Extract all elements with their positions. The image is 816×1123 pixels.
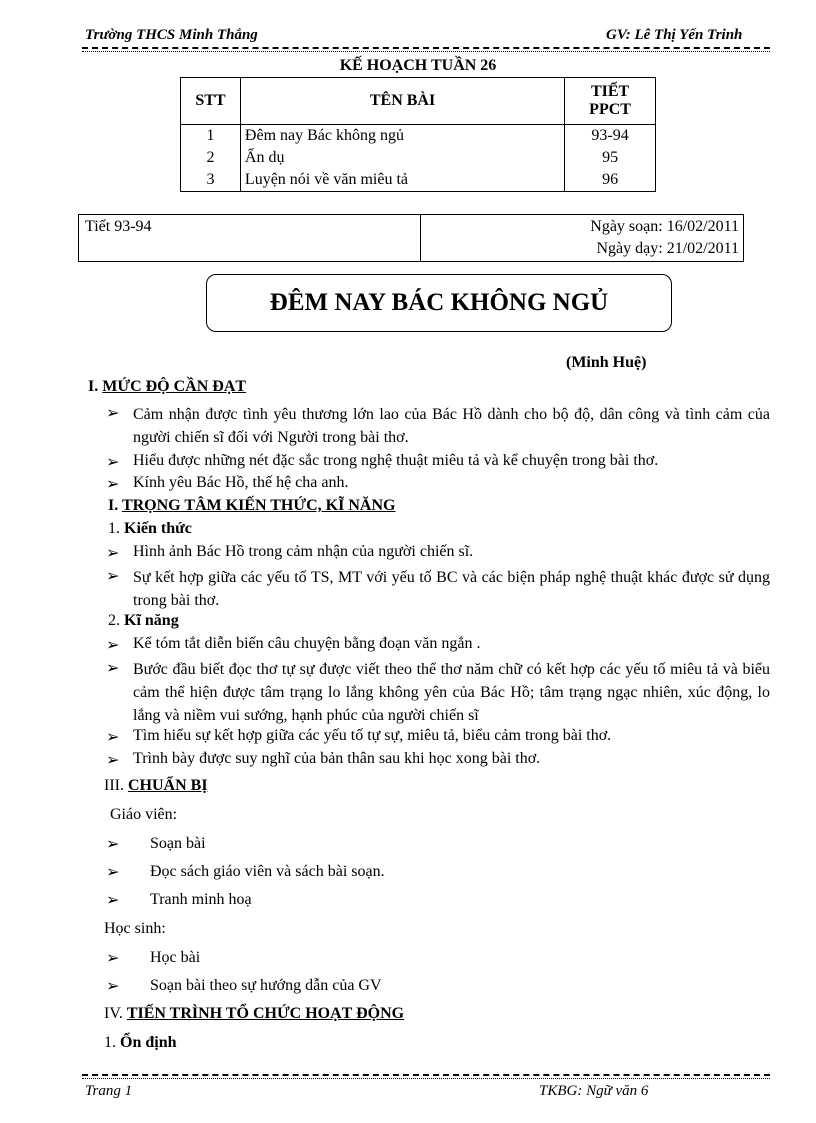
lesson-title: ĐÊM NAY BÁC KHÔNG NGỦ	[206, 274, 672, 332]
list-item: Sự kết hợp giữa các yếu tố TS, MT với yếu tố BC và các biện pháp nghệ thuật khác được sử dụng trong bài thơ.	[133, 569, 770, 609]
table-row	[181, 169, 656, 192]
list-item: Trình bày được suy nghĩ của bản thân sau khi học xong bài thơ.	[133, 750, 541, 767]
col-stt: STT	[181, 78, 241, 125]
arrow-bullet-icon: ➢	[106, 454, 120, 471]
header-school: Trường THCS Minh Thắng	[85, 27, 258, 43]
list-item: Hiểu được những nét đặc sắc trong nghệ thuật miêu tả và kể chuyện trong bài thơ.	[133, 452, 659, 469]
row-stt: 2	[181, 147, 241, 169]
header-rule	[82, 47, 770, 49]
sub-2-num: 2.	[108, 612, 124, 629]
table-row	[181, 147, 656, 169]
sub-heading-1	[108, 520, 192, 538]
list-item: Đọc sách giáo viên và sách bài soạn.	[150, 863, 385, 880]
list-item: Bước đầu biết đọc thơ tự sự được viết theo thể thơ năm chữ có kết hợp các yếu tố miêu tả và biểu cảm thể hiện được tâm trạng lo lắng không yên của Bác Hồ; tâm trạng ngạc nhiên, xúc động, lo lắng và niềm vui sướng, hạnh phúc của người chiến sĩ	[133, 661, 770, 724]
lesson-tiet: Tiết 93-94	[85, 218, 152, 235]
section-2-heading	[108, 497, 395, 515]
header-teacher: GV: Lê Thị Yến Trinh	[606, 27, 743, 43]
sub-1-title: Kiến thức	[124, 520, 192, 537]
list-item: Soạn bài theo sự hướng dẫn của GV	[150, 977, 382, 994]
arrow-bullet-icon: ➢	[106, 950, 120, 967]
row-tiet: 93-94	[565, 125, 656, 148]
arrow-bullet-icon: ➢	[106, 637, 120, 654]
row-stt: 3	[181, 169, 241, 192]
footer-rule-2	[82, 1078, 770, 1079]
footer-page: Trang 1	[85, 1083, 133, 1099]
list-item: Kính yêu Bác Hồ, thế hệ cha anh.	[133, 474, 349, 491]
sub-heading-2	[108, 612, 179, 630]
table-row	[181, 125, 656, 148]
ngay-day: Ngày dạy: 21/02/2011	[596, 240, 739, 257]
arrow-bullet-icon: ➢	[106, 978, 120, 995]
arrow-bullet-icon: ➢	[106, 660, 120, 677]
row-name: Đêm nay Bác không ngủ	[240, 125, 564, 148]
section-3-num: III.	[104, 777, 128, 794]
plan-title: KẾ HOẠCH TUẦN 26	[339, 57, 497, 74]
list-item: Soạn bài	[150, 835, 206, 852]
section-1-heading	[88, 378, 246, 396]
section-4-heading	[104, 1005, 404, 1023]
lesson-info-box	[78, 214, 744, 262]
arrow-bullet-icon: ➢	[106, 729, 120, 746]
section-1-num: I.	[88, 378, 103, 395]
section-1-title: MỨC ĐỘ CẦN ĐẠT	[102, 378, 247, 395]
sub-2-title: Kĩ năng	[124, 612, 179, 629]
arrow-bullet-icon: ➢	[106, 892, 120, 909]
footer-subject: TKBG: Ngữ văn 6	[539, 1083, 649, 1099]
arrow-bullet-icon: ➢	[106, 405, 120, 422]
footer-rule	[82, 1074, 770, 1076]
row-tiet: 96	[565, 169, 656, 192]
list-item: Tranh minh hoạ	[150, 891, 252, 908]
ngay-soan: Ngày soạn: 16/02/2011	[590, 218, 739, 235]
author: (Minh Huệ)	[566, 354, 647, 371]
section-3-title: CHUẨN BỊ	[127, 777, 208, 794]
list-item: Học bài	[150, 949, 201, 966]
row-tiet: 95	[565, 147, 656, 169]
col-ten-bai: TÊN BÀI	[240, 78, 564, 125]
teacher-label: Giáo viên:	[110, 806, 178, 823]
sub-1-num: 1.	[108, 520, 124, 537]
section-4-sub-1-num: 1.	[104, 1034, 120, 1051]
arrow-bullet-icon: ➢	[106, 545, 120, 562]
lesson-info-divider	[420, 215, 421, 261]
col-tiet	[565, 78, 656, 125]
header-rule-2	[82, 51, 770, 52]
plan-table	[180, 77, 656, 192]
arrow-bullet-icon: ➢	[106, 836, 120, 853]
col-tiet-line2: PPCT	[589, 101, 631, 118]
section-3-heading	[104, 777, 208, 795]
list-item: Cảm nhận được tình yêu thương lớn lao của Bác Hồ dành cho bộ độ, dân công và tình cảm của người chiến sĩ đối với Người trong bài thơ.	[133, 406, 770, 446]
col-tiet-line1: TIẾT	[590, 83, 630, 100]
arrow-bullet-icon: ➢	[106, 752, 120, 769]
list-item: Tìm hiểu sự kết hợp giữa các yếu tố tự sự, miêu tả, biểu cảm trong bài thơ.	[133, 727, 612, 744]
list-item: Kể tóm tắt diễn biến câu chuyện bằng đoạn văn ngắn .	[133, 635, 481, 652]
student-label: Học sinh:	[104, 920, 166, 937]
row-name: Ẩn dụ	[240, 147, 564, 169]
section-4-sub-1	[104, 1034, 176, 1052]
section-4-title: TIẾN TRÌNH TỔ CHỨC HOẠT ĐỘNG	[126, 1005, 405, 1022]
row-stt: 1	[181, 125, 241, 148]
section-4-num: IV.	[104, 1005, 127, 1022]
section-2-title: TRỌNG TÂM KIẾN THỨC, KĨ NĂNG	[121, 497, 396, 514]
section-2-num: I.	[108, 497, 122, 514]
arrow-bullet-icon: ➢	[106, 864, 120, 881]
list-item: Hình ảnh Bác Hồ trong cảm nhận của người chiến sĩ.	[133, 543, 474, 560]
arrow-bullet-icon: ➢	[106, 568, 120, 585]
arrow-bullet-icon: ➢	[106, 476, 120, 493]
section-4-sub-1-title: Ổn định	[120, 1034, 177, 1051]
row-name: Luyện nói về văn miêu tả	[240, 169, 564, 192]
